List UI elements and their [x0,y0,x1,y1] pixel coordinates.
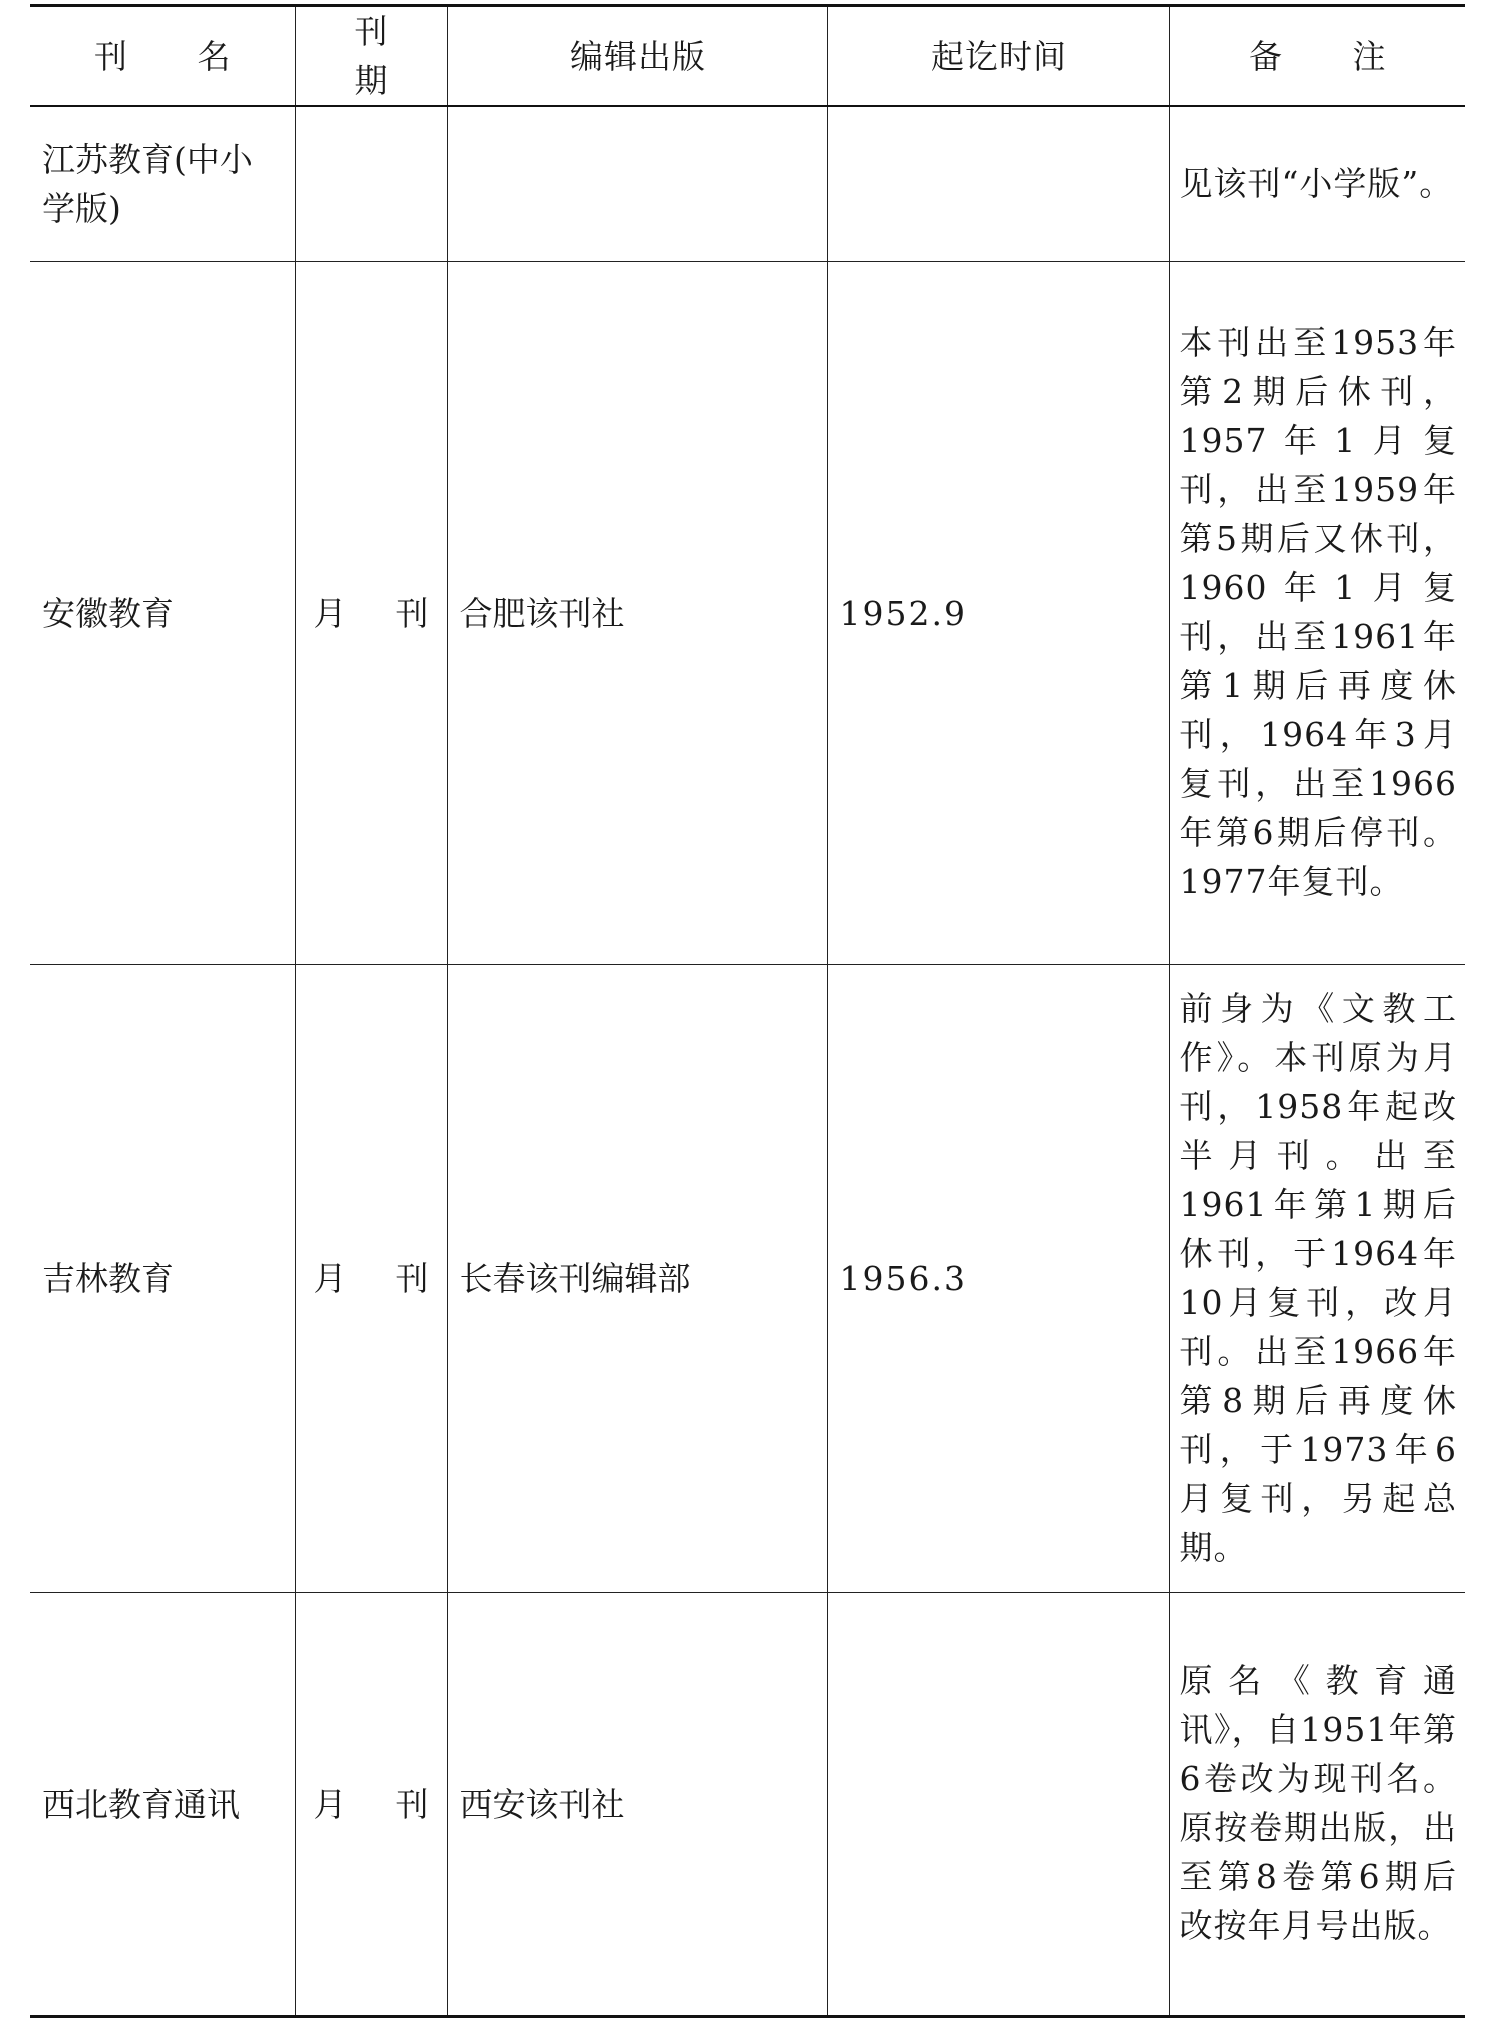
cell-notes: 前身为《文教工作》。本刊原为月刊，1958年起改半月刊。出至1961年第1期后休刊，于1964年10月复刊，改月刊。出至1966年第8期后再度休刊，于1973年6月复刊，另起总期。 [1169,965,1465,1593]
cell-frequency: 月 刊 [295,1593,447,2017]
cell-notes: 见该刊“小学版”。 [1169,106,1465,262]
cell-frequency: 月 刊 [295,262,447,965]
table-row [30,965,1465,1593]
cell-title: 安徽教育 [30,262,295,965]
cell-publisher: 西安该刊社 [447,1593,827,2017]
header-frequency: 刊 期 [295,6,447,107]
table-row [30,106,1465,262]
cell-dates: 1956.3 [827,965,1169,1593]
cell-title: 吉林教育 [30,965,295,1593]
cell-dates [827,1593,1169,2017]
header-notes: 备 注 [1169,6,1465,107]
cell-notes: 原名《教育通讯》，自1951年第6卷改为现刊名。原按卷期出版，出至第8卷第6期后改按年月号出版。 [1169,1593,1465,2017]
cell-title: 江苏教育(中小学版) [30,106,295,262]
header-publisher: 编辑出版 [447,6,827,107]
cell-frequency [295,106,447,262]
table-header-row [30,6,1465,107]
cell-title: 西北教育通讯 [30,1593,295,2017]
periodicals-table [30,4,1465,2018]
cell-notes: 本刊出至1953年第2期后休刊，1957年1月复刊，出至1959年第5期后又休刊，1960年1月复刊，出至1961年第1期后再度休刊，1964年3月复刊，出至1966年第6期后停刊。1977年复刊。 [1169,262,1465,965]
table-row [30,1593,1465,2017]
cell-publisher [447,106,827,262]
header-dates: 起讫时间 [827,6,1169,107]
cell-dates [827,106,1169,262]
cell-dates: 1952.9 [827,262,1169,965]
cell-publisher: 合肥该刊社 [447,262,827,965]
cell-frequency: 月 刊 [295,965,447,1593]
header-title: 刊 名 [30,6,295,107]
cell-publisher: 长春该刊编辑部 [447,965,827,1593]
table-row [30,262,1465,965]
document-page [30,4,1465,2018]
